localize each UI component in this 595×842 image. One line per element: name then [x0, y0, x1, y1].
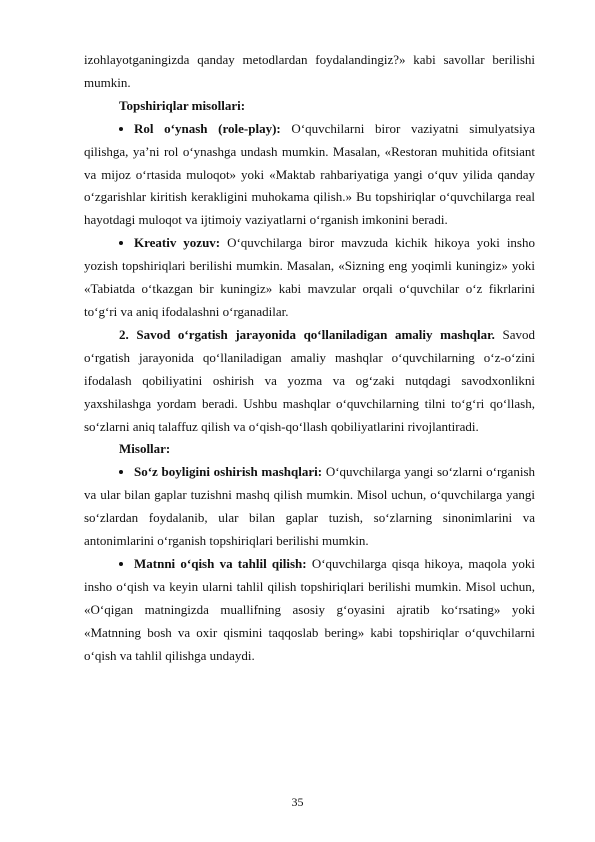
bullet-icon [119, 562, 123, 566]
heading-examples: Misollar: [119, 441, 171, 457]
list-item-title: Rol o‘ynash (role-play): [134, 120, 281, 136]
list-item-text: O‘quvchilarga biror mavzuda kichik hikoya yoki insho yozish topshiriqlari berilishi mumkin. Masalan, «Sizning eng yoqimli kuningiz» yoki «Tabiatda o‘tkazgan bir kuningiz» kabi mavzular orqali o‘quvchilar o‘z fikrlarini to‘g‘ri va aniq ifodalashni o‘rganadilar. [84, 235, 535, 319]
section-2-title: 2. Savod o‘rgatish jarayonida qo‘llaniladigan amaliy mashqlar. [119, 326, 495, 342]
document-page [84, 49, 535, 667]
section-2-paragraph [84, 324, 535, 439]
section-2-text: Savod o‘rgatish jarayonida qo‘llaniladigan amaliy mashqlar o‘quvchilarning o‘z-o‘zini ifodalash qobiliyatini oshirish va yozma va og‘zaki nutqdagi savodxonlikni yaxshilashga yordam beradi. Ushbu mashqlar o‘quvchilarning tilni to‘g‘ri qo‘llash, so‘zlarni aniq talaffuz qilish va o‘qish-qo‘llash qobiliyatlarini rivojlantiradi. [84, 326, 536, 434]
list-item-role-play [84, 118, 535, 233]
list-item-title: So‘z boyligini oshirish mashqlari: [134, 464, 323, 480]
bullet-icon [119, 241, 123, 245]
list-item-creative-writing [84, 232, 535, 324]
list-item-text: O‘quvchilarga qisqa hikoya, maqola yoki insho o‘qish va keyin ularni tahlil qilish topshiriqlari berilishi mumkin. Misol uchun, «O‘qigan matningizda muallifning asosiy g‘oyasini ajratib ko‘rsating» yoki «Matnning bosh va oxir qismini taqqoslab bering» kabi topshiriqlar o‘quvchilarni o‘qish va tahlil qilishga undaydi. [84, 555, 535, 663]
paragraph-intro: izohlayotganingizda qanday metodlardan foydalandingiz?» kabi savollar berilishi mumkin. [84, 52, 535, 90]
list-item-reading-analysis [84, 553, 535, 668]
bullet-icon [119, 127, 123, 131]
list-item-title: Kreativ yozuv: [134, 235, 221, 251]
page-number: 35 [291, 795, 304, 809]
list-item-text: O‘quvchilarni biror vaziyatni simulyatsiya qilishga, ya’ni rol o‘ynashga undash mumkin. Masalan, «Restoran muhitida ofitsiant va mijoz o‘rtasida muloqot» yoki «Maktab rahbariyatiga yangi o‘quv yilida qanday o‘zgarishlar kiritish kerakligini muhokama qilish.» Bu topshiriqlar o‘quvchilarga real hayotdagi muloqot va ijtimoiy vaziyatlarni o‘rganish imkonini beradi. [84, 120, 535, 228]
list-item-vocabulary [84, 461, 535, 553]
bullet-icon [119, 470, 123, 474]
heading-task-examples: Topshiriqlar misollari: [119, 97, 246, 113]
list-item-title: Matnni o‘qish va tahlil qilish: [134, 555, 307, 571]
list-item-text: O‘quvchilarga yangi so‘zlarni o‘rganish va ular bilan gaplar tuzishni mashq qilish mumkin. Misol uchun, o‘quvchilarga yangi so‘zlardan foydalanib, ular bilan gaplar tuzish, so‘zlarning sinonimlarini va antonimlarini o‘rganish topshiriqlari berilishi mumkin. [84, 464, 536, 549]
